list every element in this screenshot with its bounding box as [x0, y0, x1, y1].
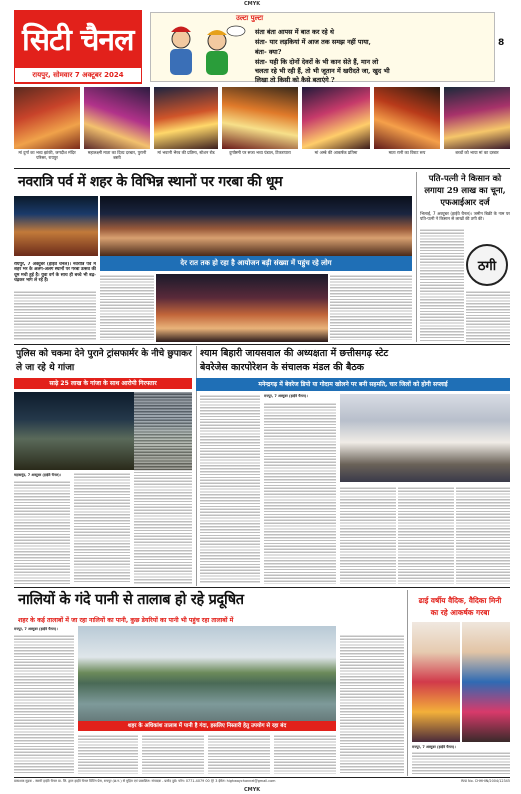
nala-dateline: रायपुर, 7 अक्टूबर (हाईवे चैनल)।	[14, 627, 58, 631]
ulta-pulta-heading: उल्टा पुल्टा	[236, 14, 264, 22]
garba-kids-headline-line2: का रहे आकर्षक गरबा	[430, 608, 490, 617]
nala-body-col4	[208, 734, 270, 774]
police-headline: पुलिस को चकमा देने पुराने ट्रांसफार्मर के नीचे छुपाकर ले जा रहे थे गांजा	[16, 349, 192, 373]
strip-caption-7: बच्चों को भाया मां का दरबार	[455, 150, 499, 155]
masthead-title: सिटी चैनल	[22, 23, 134, 58]
beverage-body-col4	[398, 486, 454, 584]
garba-kids-photo-2	[462, 622, 510, 742]
police-subhead: साढ़े 25 लाख के गांजा के साथ आरोपी गिरफ्तार	[14, 378, 192, 389]
garba-headline: नवरात्रि पर्व में शहर के विभिन्न स्थानों पर गरबा की धूम	[18, 174, 283, 190]
garba-photo	[14, 196, 98, 256]
nala-photo-caption: शहर के अधिकांश तालाब में पानी है गंदा, इसलिए निस्तारी हेतु उपयोग से रहा बंद	[78, 721, 336, 731]
police-body-col2	[74, 472, 130, 584]
joke-line-4: संता- यही कि दोनों देवरों के भी कान सेते हैं, मान लो	[255, 58, 379, 66]
beverage-body-col5	[456, 486, 510, 584]
thagi-headline: पति-पत्नी ने किसान को लगाया 29 लाख का चूना, एफआईआर दर्ज	[424, 173, 506, 207]
divider	[14, 168, 510, 169]
beverage-body-col1	[200, 394, 260, 584]
nala-body-col5	[274, 734, 336, 774]
nala-body-col6	[340, 634, 404, 774]
beverage-body-col2	[264, 402, 336, 584]
police-dateline: महासमुंद, 7 अक्टूबर (हाईवे चैनल)।	[14, 473, 62, 477]
page-number: 8	[498, 38, 505, 48]
thagi-dateline: भिलाई, 7 अक्टूबर (हाईवे चैनल)। जमीन बिक्री के नाम पर पति-पत्नी ने किसान से लाखों की ठगी की।	[420, 211, 510, 221]
garba-body-col1	[14, 290, 96, 340]
garba-kids-body	[412, 751, 510, 774]
vertical-rule	[416, 172, 417, 342]
joke-line-6: लिखा तो किसी को कैसे बताएंगे ?	[255, 76, 335, 84]
footer-rni: RNI No. CHHHIN/2004/12345	[461, 779, 510, 783]
cartoon-illustration	[157, 23, 247, 79]
garba-subhead: देर रात तक हो रहा है आयोजन बड़ी संख्या में पहुंच रहे लोग	[100, 256, 412, 271]
nala-headline: नालियों के गंदे पानी से तालाब हो रहे प्रदूषित	[18, 592, 244, 608]
strip-caption-1: मां दुर्गा का भव्य झांकी, जगदीश मंदिर परिसर, रायपुर	[18, 150, 76, 160]
garba-kids-photo-1	[412, 622, 460, 742]
masthead-dateline: रायपुर, सोमवार 7 अक्टूबर 2024	[14, 67, 142, 83]
nala-body-col2	[78, 734, 138, 774]
joke-line-2: संता- यार लड़कियां में आज तक समझ नहीं पाया,	[255, 38, 371, 46]
garba-kids-dateline: रायपुर, 7 अक्टूबर (हाईवे चैनल)।	[412, 745, 456, 749]
idol-photo-strip	[14, 87, 510, 157]
nala-body-col1	[14, 634, 74, 774]
footer-rule	[14, 777, 510, 778]
strip-photo-2	[84, 87, 150, 149]
strip-photo-4	[222, 87, 298, 149]
strip-caption-6: माता रानी का विराट रूप	[388, 150, 426, 155]
strip-photo-3	[154, 87, 218, 149]
strip-photo-7	[444, 87, 510, 149]
garba-body-col2	[100, 274, 154, 340]
strip-caption-2: महालक्ष्मी माता का दिव्य दरबार, पुरानी बस्ती	[87, 150, 147, 160]
cmyk-mark-top: CMYK	[244, 1, 261, 7]
police-body-col3	[134, 392, 192, 584]
beverage-photo	[340, 394, 510, 482]
garba-dateline: रायपुर, 7 अक्टूबर (हाईवे चैनल)। नवरात्रि पर्व में शहर भर के अलग-अलग स्थानों पर गरबा उत्सव की धूम मची हुई है। युवा वर्ग के साथ ही बच्चे भी बढ़-चढ़कर भाग ले रहे हैं।	[14, 262, 96, 284]
nala-body-col3	[142, 734, 204, 774]
divider	[14, 587, 510, 588]
strip-photo-6	[374, 87, 440, 149]
joke-line-1: संता बंता आपस में बात कर रहे थे	[255, 28, 335, 36]
beverage-headline-line1: श्याम बिहारी जायसवाल की अध्यक्षता में छत्तीसगढ़ स्टेट	[200, 348, 389, 359]
garba-body-col3	[330, 274, 412, 340]
beverage-dateline: रायपुर, 7 अक्टूबर (हाईवे चैनल)।	[264, 394, 308, 398]
police-body-col1	[14, 480, 70, 584]
nala-subhead: शहर के कई तालाबों में जा रहा नालियों का पानी, कुछ डेयरियों का पानी भी पहुंच रहा तालाबों में	[18, 617, 234, 624]
joke-line-5: चलता रहे भी रही हैं, तो भी जूतान में खरीदते जा, खुद भी	[255, 67, 390, 75]
strip-caption-5: मां अम्बे की आकर्षक प्रतिमा	[314, 150, 358, 155]
thagi-stamp	[466, 244, 508, 286]
ulta-pulta-box	[150, 12, 495, 82]
strip-caption-3: मां भवानी भैरव की प्रतिमा, स्टेशन रोड	[157, 150, 215, 155]
cmyk-mark-bottom: CMYK	[244, 787, 261, 793]
thagi-body	[420, 228, 464, 342]
thagi-body-2	[466, 290, 510, 342]
footer-imprint: प्रकाशक मुद्रक - स्वामी हाईवे चैनल प्रा. लि. द्वारा हाईवे चैनल प्रिंटिंग प्रेस, रायपुर (छ.ग.) से मुद्रित एवं प्रकाशित। संपादक - प्रमोद दुबे। फोन: 0771-4079 00 @ 3 ईमेल: highwaychannel@gmail.com	[14, 779, 276, 783]
nala-photo	[78, 626, 336, 730]
vertical-rule	[407, 590, 408, 776]
thagi-stamp-text: ठगी	[477, 259, 497, 274]
divider	[14, 344, 510, 345]
strip-photo-5	[302, 87, 370, 149]
garba-kids-headline-line1: ढाई वर्षीय वैदिक, वैदिका मिनी	[418, 596, 502, 605]
garba-photo-dance	[156, 274, 328, 342]
beverage-body-col3	[340, 486, 396, 584]
strip-photo-1	[14, 87, 80, 149]
beverage-subhead: मनेन्द्रगढ़ में बेवरेज डिपो या गोदाम खोलने पर बनी सहमति, चार जिलों को होगी सप्लाई	[196, 378, 510, 391]
joke-line-3: बंता- क्या?	[255, 48, 282, 56]
garba-photo-large	[100, 196, 412, 256]
strip-caption-4: दुर्गाष्टमी पर सजा भव्य पंडाल, टिकरापारा	[229, 150, 291, 155]
beverage-headline-line2: बेवरेजेस कारपोरेशन के संचालक मंडल की बैठक	[200, 362, 364, 373]
